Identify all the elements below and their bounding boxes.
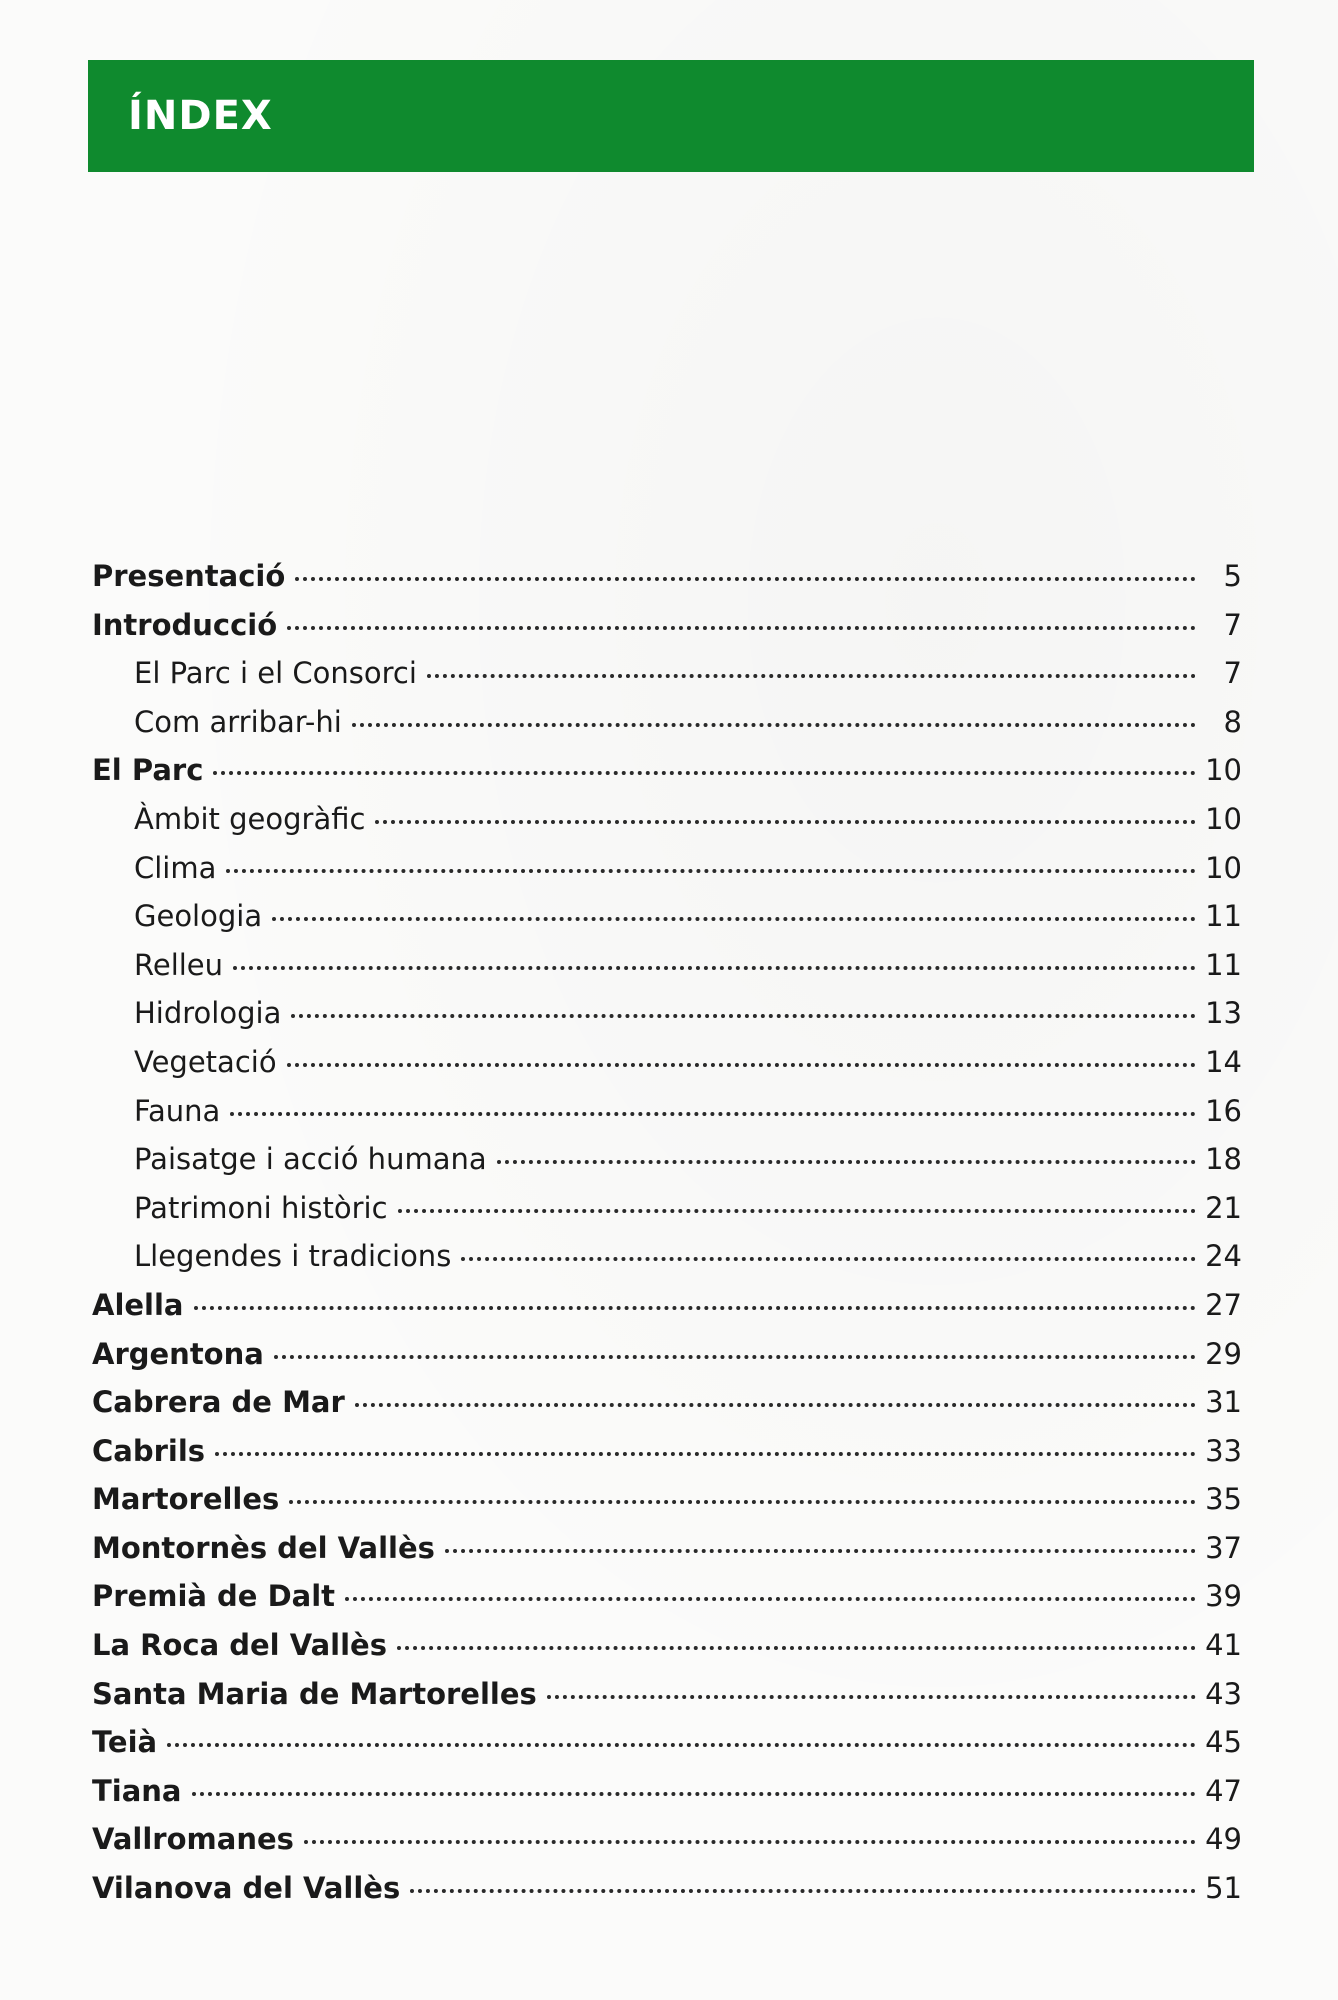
toc-entry-label: Geologia [134,899,263,934]
toc-section-entry [92,1864,1242,1913]
toc-entry-label: Patrimoni històric [134,1190,388,1225]
dot-leader [167,1742,1196,1747]
toc-entry-label: Fauna [134,1093,221,1128]
toc-entry-page-number: 10 [1205,753,1242,788]
toc-entry-page-number: 37 [1205,1530,1242,1565]
dot-leader [272,916,1196,921]
dot-leader [230,1111,1196,1116]
dot-leader [410,1888,1196,1893]
toc-subsection-entry [92,1184,1242,1233]
dot-leader [427,673,1196,678]
toc-entry-label: Tiana [92,1773,182,1808]
page-title: ÍNDEX [128,93,273,139]
toc-entry-page-number: 11 [1205,899,1242,934]
toc-section-entry [92,1427,1242,1476]
toc-entry-page-number: 18 [1205,1142,1242,1177]
toc-section-entry [92,1572,1242,1621]
dot-leader [287,625,1196,630]
toc-entry-page-number: 16 [1205,1093,1242,1128]
toc-entry-label: Martorelles [92,1482,280,1517]
toc-entry-page-number: 29 [1205,1336,1242,1371]
dot-leader [287,1062,1196,1067]
dot-leader [289,1499,1196,1504]
dot-leader [192,1791,1196,1796]
dot-leader [213,770,1196,775]
toc-subsection-entry [92,844,1242,893]
toc-section-entry [92,746,1242,795]
toc-entry-page-number: 39 [1205,1579,1242,1614]
toc-subsection-entry [92,989,1242,1038]
dot-leader [445,1548,1196,1553]
toc-section-entry [92,1621,1242,1670]
toc-entry-label: Cabrils [92,1433,206,1468]
toc-subsection-entry [92,1087,1242,1136]
toc-entry-page-number: 7 [1223,607,1242,642]
toc-section-entry [92,601,1242,650]
toc-subsection-entry [92,795,1242,844]
toc-entry-page-number: 47 [1205,1773,1242,1808]
toc-entry-label: Clima [134,850,217,885]
toc-section-entry [92,1524,1242,1573]
dot-leader [233,965,1196,970]
toc-entry-label: Alella [92,1287,184,1322]
toc-entry-page-number: 10 [1205,801,1242,836]
dot-leader [497,1159,1196,1164]
dot-leader [345,1596,1196,1601]
toc-entry-label: Teià [92,1725,158,1760]
toc-entry-page-number: 10 [1205,850,1242,885]
dot-leader [215,1451,1196,1456]
toc-entry-label: Relleu [134,947,224,982]
toc-entry-page-number: 11 [1205,947,1242,982]
toc-entry-page-number: 49 [1205,1822,1242,1857]
toc-section-entry [92,1767,1242,1816]
dot-leader [295,576,1196,581]
toc-entry-label: Argentona [92,1336,264,1371]
toc-entry-label: Com arribar-hi [134,704,342,739]
toc-entry-page-number: 24 [1205,1239,1242,1274]
dot-leader [398,1208,1196,1213]
dot-leader [352,722,1196,727]
toc-entry-label: Paisatge i acció humana [134,1142,487,1177]
toc-entry-label: Àmbit geogràfic [134,801,366,836]
toc-entry-label: Montornès del Vallès [92,1530,435,1565]
toc-subsection-entry [92,1038,1242,1087]
toc-entry-page-number: 31 [1205,1385,1242,1420]
dot-leader [397,1645,1196,1650]
toc-subsection-entry [92,1135,1242,1184]
table-of-contents [92,552,1242,1913]
toc-entry-label: El Parc i el Consorci [134,656,417,691]
toc-section-entry [92,1378,1242,1427]
toc-entry-label: Presentació [92,559,286,593]
toc-entry-page-number: 7 [1223,656,1242,691]
toc-subsection-entry [92,941,1242,990]
toc-entry-page-number: 41 [1205,1628,1242,1663]
toc-entry-label: Santa Maria de Martorelles [92,1676,537,1711]
dot-leader [355,1402,1196,1407]
toc-entry-page-number: 14 [1205,1044,1242,1079]
toc-entry-label: Vegetació [134,1044,277,1079]
dot-leader [304,1839,1196,1844]
toc-section-entry [92,1475,1242,1524]
dot-leader [375,819,1196,824]
toc-entry-label: La Roca del Vallès [92,1628,387,1663]
toc-entry-label: Cabrera de Mar [92,1385,345,1420]
toc-entry-page-number: 13 [1205,996,1242,1031]
dot-leader [547,1694,1196,1699]
toc-entry-page-number: 8 [1223,704,1242,739]
toc-entry-label: Vilanova del Vallès [92,1871,401,1906]
dot-leader [461,1256,1196,1261]
toc-section-entry [92,1718,1242,1767]
toc-entry-page-number: 5 [1223,559,1242,593]
toc-entry-page-number: 35 [1205,1482,1242,1517]
toc-subsection-entry [92,649,1242,698]
toc-section-entry [92,1815,1242,1864]
toc-entry-page-number: 21 [1205,1190,1242,1225]
toc-entry-label: Premià de Dalt [92,1579,336,1614]
dot-leader [291,1013,1196,1018]
toc-entry-label: Vallromanes [92,1822,294,1857]
toc-entry-label: Introducció [92,607,278,642]
toc-entry-label: Llegendes i tradicions [134,1239,452,1274]
dot-leader [226,868,1196,873]
index-header-banner [88,60,1254,172]
toc-subsection-entry [92,892,1242,941]
toc-entry-label: El Parc [92,753,204,788]
toc-section-entry [92,1330,1242,1379]
dot-leader [274,1354,1196,1359]
toc-entry-page-number: 51 [1205,1871,1242,1906]
toc-entry-page-number: 45 [1205,1725,1242,1760]
toc-section-entry [92,1281,1242,1330]
toc-entry-page-number: 43 [1205,1676,1242,1711]
dot-leader [194,1305,1196,1310]
toc-entry-page-number: 33 [1205,1433,1242,1468]
toc-section-entry [92,1670,1242,1719]
toc-subsection-entry [92,698,1242,747]
toc-entry-label: Hidrologia [134,996,282,1031]
toc-subsection-entry [92,1232,1242,1281]
toc-section-entry [92,552,1242,601]
toc-entry-page-number: 27 [1205,1287,1242,1322]
